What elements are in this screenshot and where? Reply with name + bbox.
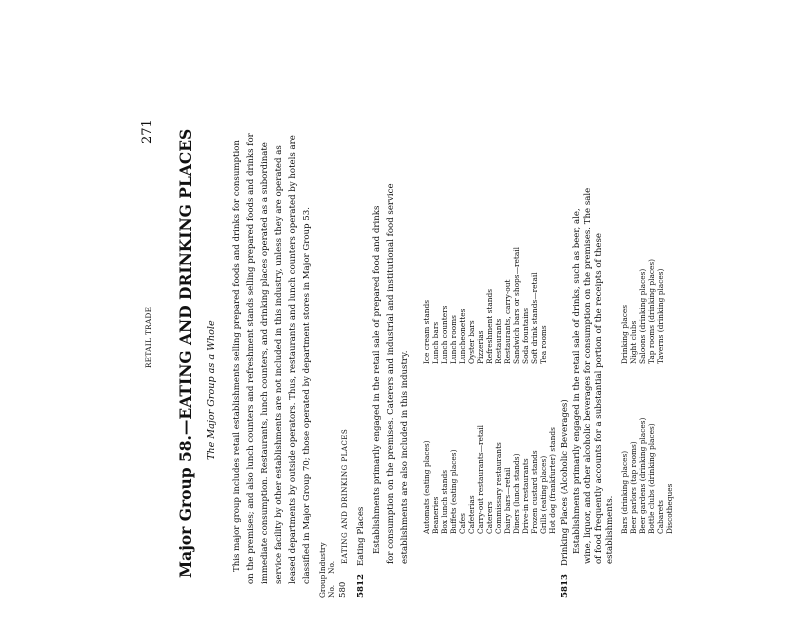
list-item: Restaurants — [494, 318, 503, 364]
page-number: 271 — [140, 119, 155, 144]
group-number-label: Group No. — [318, 574, 337, 598]
list-item: Oyster bars — [467, 320, 476, 364]
list-item: Grills (eating places) — [539, 455, 548, 534]
list-item: Taverns (drinking places) — [656, 268, 665, 364]
list-item: Sandwich bars or shops—retail — [512, 247, 521, 364]
list-item: Luncheonettes — [458, 308, 467, 364]
list-item: Lunch counters — [440, 305, 449, 364]
intro-line: on the premises; and also lunch counters and refreshment stands selling prepared foods and drinks for — [246, 133, 256, 584]
list-item: Restaurants, carry-out — [503, 279, 512, 364]
industry-number: 5813 — [560, 574, 570, 598]
list-item: Box lunch stands — [440, 470, 449, 534]
list-item: Buffets (eating places) — [449, 449, 458, 534]
list-item: Automats (eating places) — [422, 440, 431, 534]
list-item: Soda fountains — [521, 308, 530, 364]
list-item: Ice cream stands — [422, 299, 431, 364]
industry-title: Drinking Places (Alcoholic Beverages) — [560, 399, 570, 566]
group-number: 580 — [338, 581, 348, 598]
intro-line: classified in Major Group 70; those operated by department stores in Major Group 53. — [302, 207, 312, 584]
list-item: Lunch rooms — [449, 315, 458, 364]
list-item: Commissary restaurants — [494, 442, 503, 534]
page-title: Major Group 58.—EATING AND DRINKING PLACES — [176, 128, 195, 578]
intro-line: leased departments by outside operators. Thus, restaurants and lunch counters operated by hotels are — [288, 135, 298, 584]
list-item: Dairy bars—retail — [503, 467, 512, 534]
list-item: Soft drink stands—retail — [530, 272, 539, 364]
section-subtitle: The Major Group as a Whole — [206, 320, 217, 460]
industry-description-line: Establishments primarily engaged in the retail sale of prepared food and drinks — [372, 205, 382, 554]
industry-description-line: establishments. — [605, 495, 615, 564]
list-item: Drinking places — [620, 304, 629, 364]
list-item: Frozen custard stands — [530, 450, 539, 534]
list-item: Tap rooms (drinking places) — [647, 258, 656, 364]
list-item: Discotheques — [665, 483, 674, 534]
intro-line: service facility by other establishments are not included in this industry, unless they are operated as — [274, 145, 284, 584]
list-item: Cabarets — [656, 500, 665, 534]
industry-description-line: for consumption on the premises. Caterers and industrial and institutional food service — [386, 183, 396, 564]
list-item: Bars (drinking places) — [620, 450, 629, 534]
industry-title: Eating Places — [356, 506, 366, 566]
list-item: Pizzerias — [476, 330, 485, 364]
rotated-text-sheet — [140, 0, 674, 600]
list-item: Beer gardens (drinking places) — [638, 417, 647, 534]
list-item: Carry-out restaurants—retail — [476, 424, 485, 534]
list-item: Cafeterias — [467, 495, 476, 534]
running-head: RETAIL TRADE — [144, 306, 153, 368]
industry-description-line: Establishments primarily engaged in the retail sale of drinks, such as beer, ale, — [572, 208, 582, 554]
industry-description-line: of food frequently accounts for a substantial portion of the receipts of these — [594, 233, 604, 564]
list-item: Drive-in restaurants — [521, 458, 530, 534]
list-item: Beer parlors (tap rooms) — [629, 441, 638, 534]
industry-number-label: Industry No. — [318, 542, 337, 574]
group-title: EATING AND DRINKING PLACES — [340, 428, 349, 564]
intro-line: This major group includes retail establishments selling prepared foods and drinks for consumption — [232, 140, 242, 572]
list-item: Refreshment stands — [485, 288, 494, 364]
intro-line: immediate consumption. Restaurants, lunch counters, and drinking places operated as a subordinate — [260, 142, 270, 584]
list-item: Hot dog (frankfurter) stands — [548, 427, 557, 534]
list-item: Saloons (drinking places) — [638, 268, 647, 364]
list-item: Night clubs — [629, 320, 638, 364]
list-item: Bottle clubs (drinking places) — [647, 423, 656, 534]
list-item: Cafes — [458, 513, 467, 534]
industry-description-line: wine, liquor, and other alcoholic beverages for consumption on the premises. The sale — [583, 187, 593, 564]
list-item: Beaneries — [431, 496, 440, 534]
list-item: Diners (lunch stands) — [512, 453, 521, 534]
list-item: Tea rooms — [539, 325, 548, 364]
industry-number: 5812 — [356, 574, 366, 598]
list-item: Lunch bars — [431, 321, 440, 364]
industry-description-line: establishments are also included in this industry. — [400, 350, 410, 564]
list-item: Caterers — [485, 501, 494, 534]
